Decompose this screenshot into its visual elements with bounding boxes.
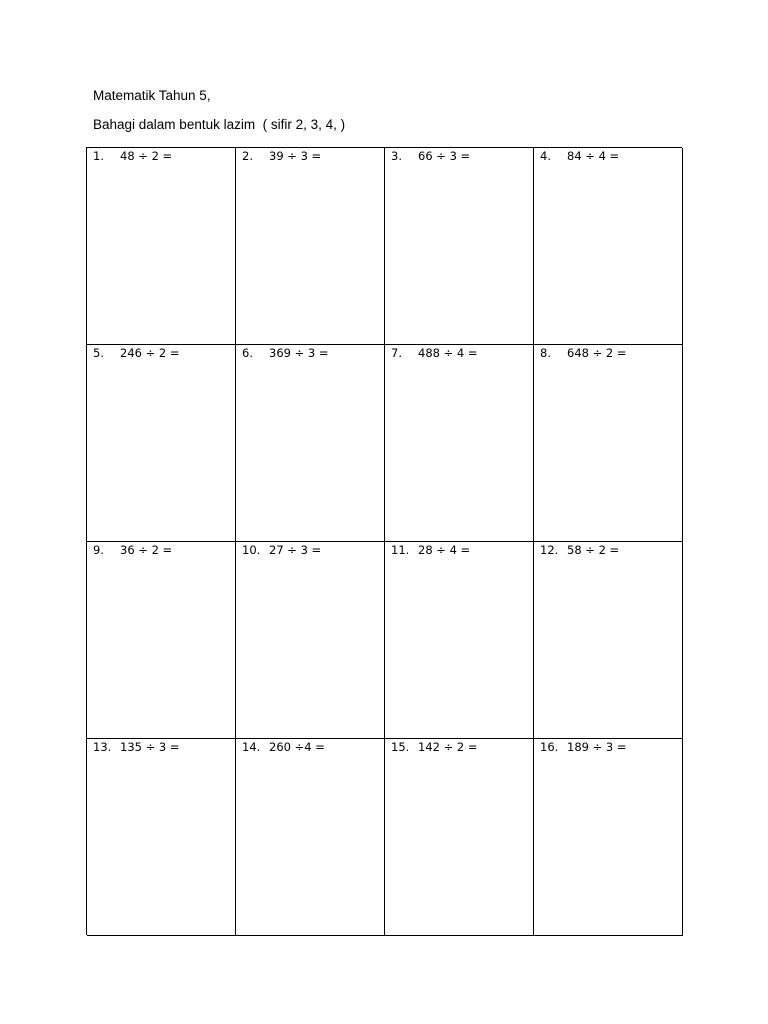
question-number: 11. <box>391 543 410 557</box>
question-cell-2[interactable] <box>236 148 385 345</box>
question-expression: 66 ÷ 3 = <box>418 149 471 163</box>
question-cell-14[interactable] <box>236 739 385 936</box>
question-cell-13[interactable] <box>87 739 236 936</box>
question-cell-6[interactable] <box>236 345 385 542</box>
question-expression: 28 ÷ 4 = <box>418 543 471 557</box>
page-title: Matematik Tahun 5, <box>93 88 211 103</box>
question-number: 9. <box>93 543 104 557</box>
question-cell-16[interactable] <box>534 739 683 936</box>
question-expression: 260 ÷4 = <box>269 740 325 754</box>
question-cell-9[interactable] <box>87 542 236 739</box>
question-number: 3. <box>391 149 402 163</box>
question-cell-11[interactable] <box>385 542 534 739</box>
question-grid <box>86 147 682 935</box>
question-expression: 189 ÷ 3 = <box>567 740 627 754</box>
question-cell-3[interactable] <box>385 148 534 345</box>
question-number: 12. <box>540 543 559 557</box>
question-number: 13. <box>93 740 112 754</box>
question-cell-7[interactable] <box>385 345 534 542</box>
question-expression: 39 ÷ 3 = <box>269 149 322 163</box>
question-expression: 369 ÷ 3 = <box>269 346 329 360</box>
question-expression: 246 ÷ 2 = <box>120 346 180 360</box>
question-number: 15. <box>391 740 410 754</box>
question-cell-1[interactable] <box>87 148 236 345</box>
question-expression: 48 ÷ 2 = <box>120 149 173 163</box>
question-cell-8[interactable] <box>534 345 683 542</box>
question-expression: 488 ÷ 4 = <box>418 346 478 360</box>
question-expression: 84 ÷ 4 = <box>567 149 620 163</box>
question-cell-10[interactable] <box>236 542 385 739</box>
question-number: 7. <box>391 346 402 360</box>
question-expression: 58 ÷ 2 = <box>567 543 620 557</box>
question-expression: 648 ÷ 2 = <box>567 346 627 360</box>
question-expression: 27 ÷ 3 = <box>269 543 322 557</box>
question-number: 14. <box>242 740 261 754</box>
question-expression: 135 ÷ 3 = <box>120 740 180 754</box>
question-expression: 142 ÷ 2 = <box>418 740 478 754</box>
question-cell-15[interactable] <box>385 739 534 936</box>
question-number: 4. <box>540 149 551 163</box>
question-number: 6. <box>242 346 253 360</box>
question-number: 10. <box>242 543 261 557</box>
question-cell-4[interactable] <box>534 148 683 345</box>
question-number: 5. <box>93 346 104 360</box>
question-number: 8. <box>540 346 551 360</box>
question-expression: 36 ÷ 2 = <box>120 543 173 557</box>
question-number: 1. <box>93 149 104 163</box>
question-number: 2. <box>242 149 253 163</box>
question-number: 16. <box>540 740 559 754</box>
question-cell-5[interactable] <box>87 345 236 542</box>
question-cell-12[interactable] <box>534 542 683 739</box>
page-subtitle: Bahagi dalam bentuk lazim ( sifir 2, 3, 4, ) <box>93 117 346 132</box>
